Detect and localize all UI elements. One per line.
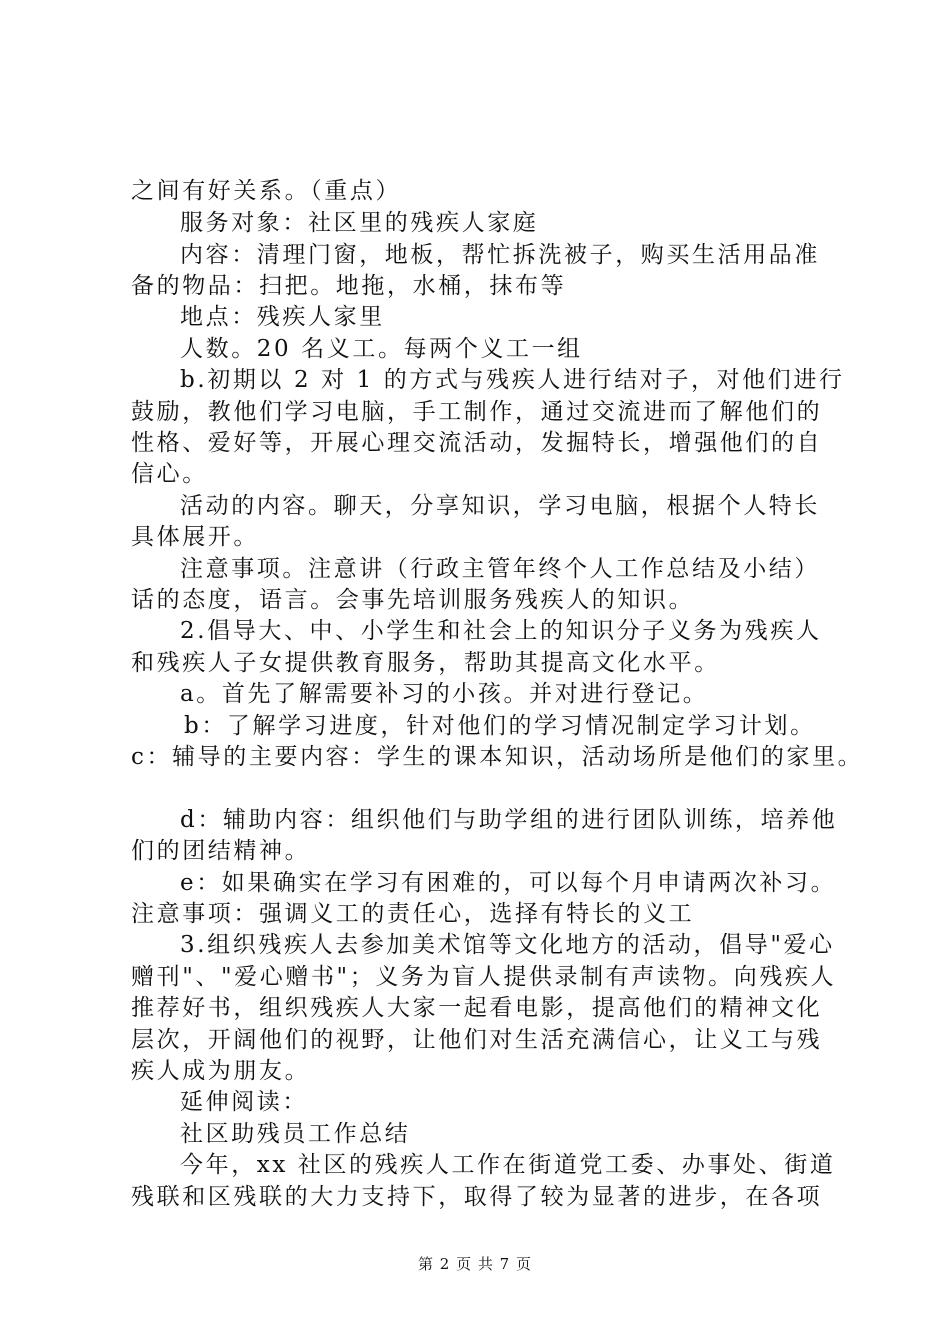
text-line: 信心。 bbox=[131, 461, 208, 487]
text-line: 疾人成为朋友。 bbox=[131, 1058, 311, 1084]
text-line: 社区助残员工作总结 bbox=[180, 1121, 411, 1147]
text-line: c：辅导的主要内容：学生的课本知识，活动场所是他们的家里。 bbox=[131, 744, 864, 770]
text-line: 们的团结精神。 bbox=[131, 838, 311, 864]
text-line: 地点：残疾人家里 bbox=[180, 304, 385, 330]
text-line: 和残疾人子女提供教育服务，帮助其提高文化水平。 bbox=[131, 650, 720, 676]
text-line: 推荐好书，组织残疾人大家一起看电影，提高他们的精神文化 bbox=[131, 995, 823, 1021]
page-number-footer: 第 2 页 共 7 页 bbox=[418, 1255, 532, 1273]
text-line: 话的态度，语言。会事先培训服务残疾人的知识。 bbox=[131, 587, 695, 613]
text-line: 备的物品：扫把。地拖，水桶，抹布等 bbox=[131, 273, 567, 299]
text-line: 内容：清理门窗，地板，帮忙拆洗被子，购买生活用品准 bbox=[180, 242, 820, 268]
text-line: 具体展开。 bbox=[131, 524, 259, 550]
text-line: 人数。20 名义工。每两个义工一组 bbox=[180, 336, 583, 362]
text-line: 注意事项：强调义工的责任心，选择有特长的义工 bbox=[131, 901, 695, 927]
text-line: a。首先了解需要补习的小孩。并对进行登记。 bbox=[180, 681, 709, 707]
text-line: d：辅助内容：组织他们与助学组的进行团队训练，培养他 bbox=[180, 807, 838, 833]
text-line: 层次，开阔他们的视野，让他们对生活充满信心，让义工与残 bbox=[131, 1027, 823, 1053]
text-line: 注意事项。注意讲（行政主管年终个人工作总结及小结） bbox=[180, 556, 820, 582]
text-line: e：如果确实在学习有困难的，可以每个月申请两次补习。 bbox=[180, 870, 837, 896]
text-line: 延伸阅读： bbox=[180, 1089, 308, 1115]
text-line: 服务对象：社区里的残疾人家庭 bbox=[180, 210, 539, 236]
text-line: 3.组织残疾人去参加美术馆等文化地方的活动，倡导"爱心 bbox=[180, 932, 835, 958]
text-line: 赠刊"、"爱心赠书"；义务为盲人提供录制有声读物。向残疾人 bbox=[131, 964, 837, 990]
text-line: 今年，xx 社区的残疾人工作在街道党工委、办事处、街道 bbox=[180, 1152, 836, 1178]
text-line: b：了解学习进度，针对他们的学习情况制定学习计划。 bbox=[184, 713, 816, 739]
text-line: b.初期以 2 对 1 的方式与残疾人进行结对子，对他们进行 bbox=[180, 367, 845, 393]
text-line: 活动的内容。聊天，分享知识，学习电脑，根据个人特长 bbox=[180, 493, 820, 519]
text-line: 2.倡导大、中、小学生和社会上的知识分子义务为残疾人 bbox=[180, 618, 822, 644]
text-line: 残联和区残联的大力支持下，取得了较为显著的进步，在各项 bbox=[131, 1184, 823, 1210]
text-line: 鼓励，教他们学习电脑，手工制作，通过交流进而了解他们的 bbox=[131, 399, 823, 425]
text-line: 之间有好关系。（重点） bbox=[131, 178, 402, 204]
text-line: 性格、爱好等，开展心理交流活动，发掘特长，增强他们的自 bbox=[131, 430, 823, 456]
